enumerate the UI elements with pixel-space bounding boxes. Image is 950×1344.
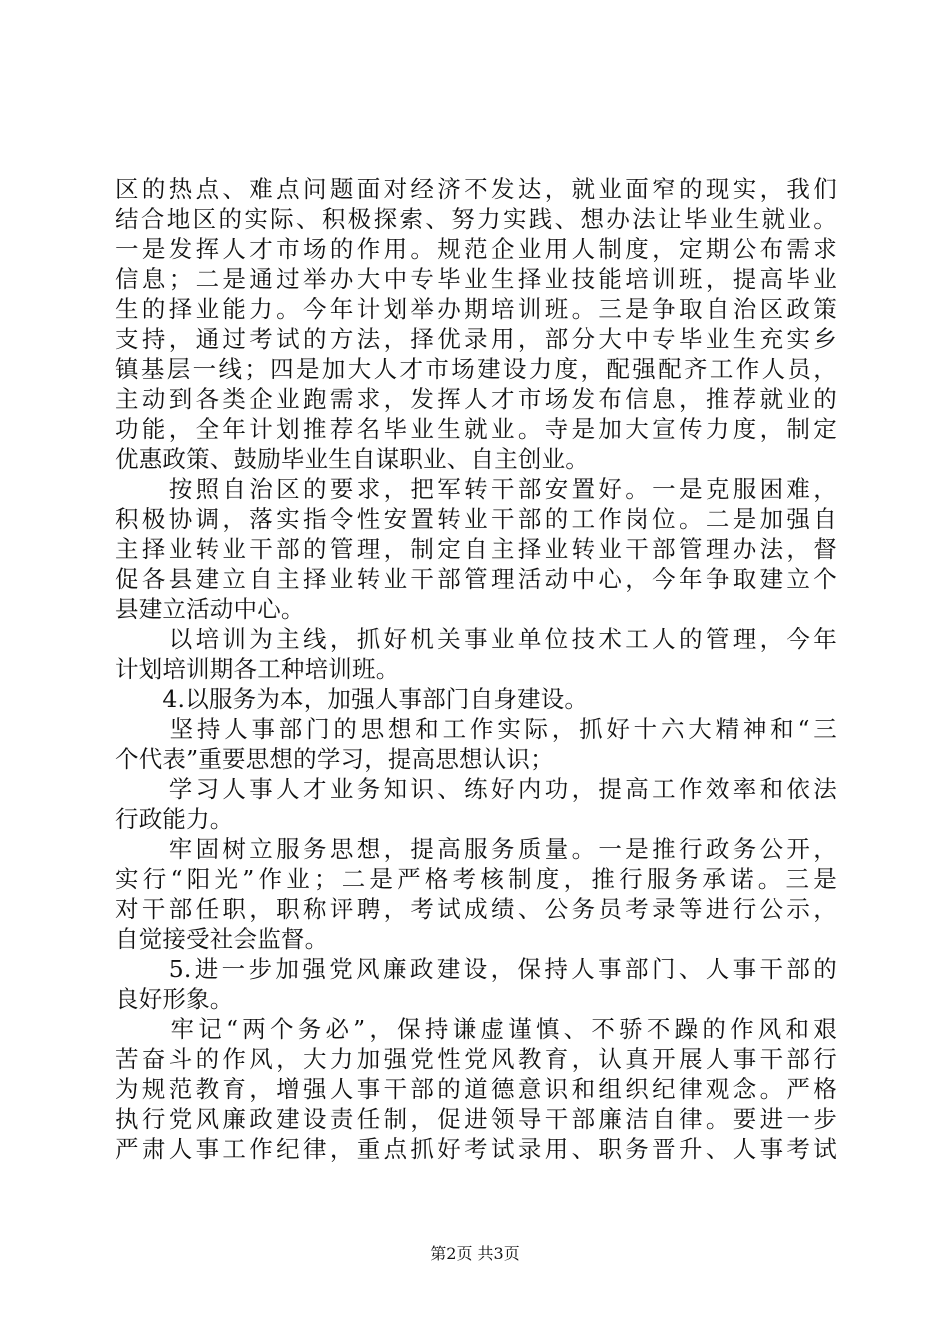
text-line: 功能，全年计划推荐名毕业生就业。寺是加大宣传力度，制定 [115,415,837,443]
text-line: 个代表”重要思想的学习，提高思想认识； [115,745,554,773]
text-line: 镇基层一线；四是加大人才市场建设力度，配强配齐工作人员， [115,355,837,383]
text-line: 一是发挥人才市场的作用。规范企业用人制度，定期公布需求 [115,235,837,263]
text-line: 5.进一步加强党风廉政建设，保持人事部门、人事干部的 [115,955,837,983]
text-line: 学习人事人才业务知识、练好内功，提高工作效率和依法 [115,775,837,803]
section-heading [115,954,837,1014]
text-line: 生的择业能力。今年计划举办期培训班。三是争取自治区政策 [115,295,837,323]
paragraph [115,1014,837,1164]
text-line: 执行党风廉政建设责任制，促进领导干部廉洁自律。要进一步 [115,1105,837,1133]
text-line: 实行“阳光”作业；二是严格考核制度，推行服务承诺。三是 [115,865,837,893]
text-line: 主择业转业干部的管理，制定自主择业转业干部管理办法，督 [115,535,837,563]
text-line: 积极协调，落实指令性安置转业干部的工作岗位。二是加强自 [115,505,837,533]
section-heading [115,684,837,714]
text-line: 支持，通过考试的方法，择优录用，部分大中专毕业生充实乡 [115,325,837,353]
text-line: 坚持人事部门的思想和工作实际，抓好十六大精神和“三 [115,715,837,743]
paragraph [115,474,837,624]
text-line: 牢固树立服务思想，提高服务质量。一是推行政务公开， [115,835,837,863]
text-line: 主动到各类企业跑需求，发挥人才市场发布信息，推荐就业的 [115,385,837,413]
text-line: 良好形象。 [115,985,234,1013]
text-line: 4.以服务为本，加强人事部门自身建设。 [115,685,589,713]
text-line: 以培训为主线，抓好机关事业单位技术工人的管理，今年 [115,625,837,653]
document-body [115,174,837,1164]
text-line: 对干部任职，职称评聘，考试成绩、公务员考录等进行公示， [115,895,837,923]
paragraph [115,624,837,684]
text-line: 县建立活动中心。 [115,595,305,623]
page-number: 第2页 共3页 [430,1244,520,1263]
text-line: 促各县建立自主择业转业干部管理活动中心，今年争取建立个 [115,565,837,593]
text-line: 牢记“两个务必”，保持谦虚谨慎、不骄不躁的作风和艰 [115,1015,837,1043]
text-line: 计划培训期各工种培训班。 [115,655,400,683]
text-line: 区的热点、难点问题面对经济不发达，就业面窄的现实，我们 [115,175,837,203]
text-line: 苦奋斗的作风，大力加强党性党风教育，认真开展人事干部行 [115,1045,837,1073]
paragraph [115,714,837,774]
text-line: 自觉接受社会监督。 [115,925,329,953]
text-line: 严肃人事工作纪律，重点抓好考试录用、职务晋升、人事考试 [115,1135,837,1163]
text-line: 结合地区的实际、积极探索、努力实践、想办法让毕业生就业。 [115,205,837,233]
text-line: 优惠政策、鼓励毕业生自谋职业、自主创业。 [115,445,589,473]
text-line: 行政能力。 [115,805,234,833]
text-line: 信息；二是通过举办大中专毕业生择业技能培训班，提高毕业 [115,265,837,293]
text-line: 按照自治区的要求，把军转干部安置好。一是克服困难， [115,475,837,503]
text-line: 为规范教育，增强人事干部的道德意识和组织纪律观念。严格 [115,1075,837,1103]
paragraph [115,834,837,954]
paragraph [115,174,837,474]
paragraph [115,774,837,834]
page-footer [0,1244,950,1264]
